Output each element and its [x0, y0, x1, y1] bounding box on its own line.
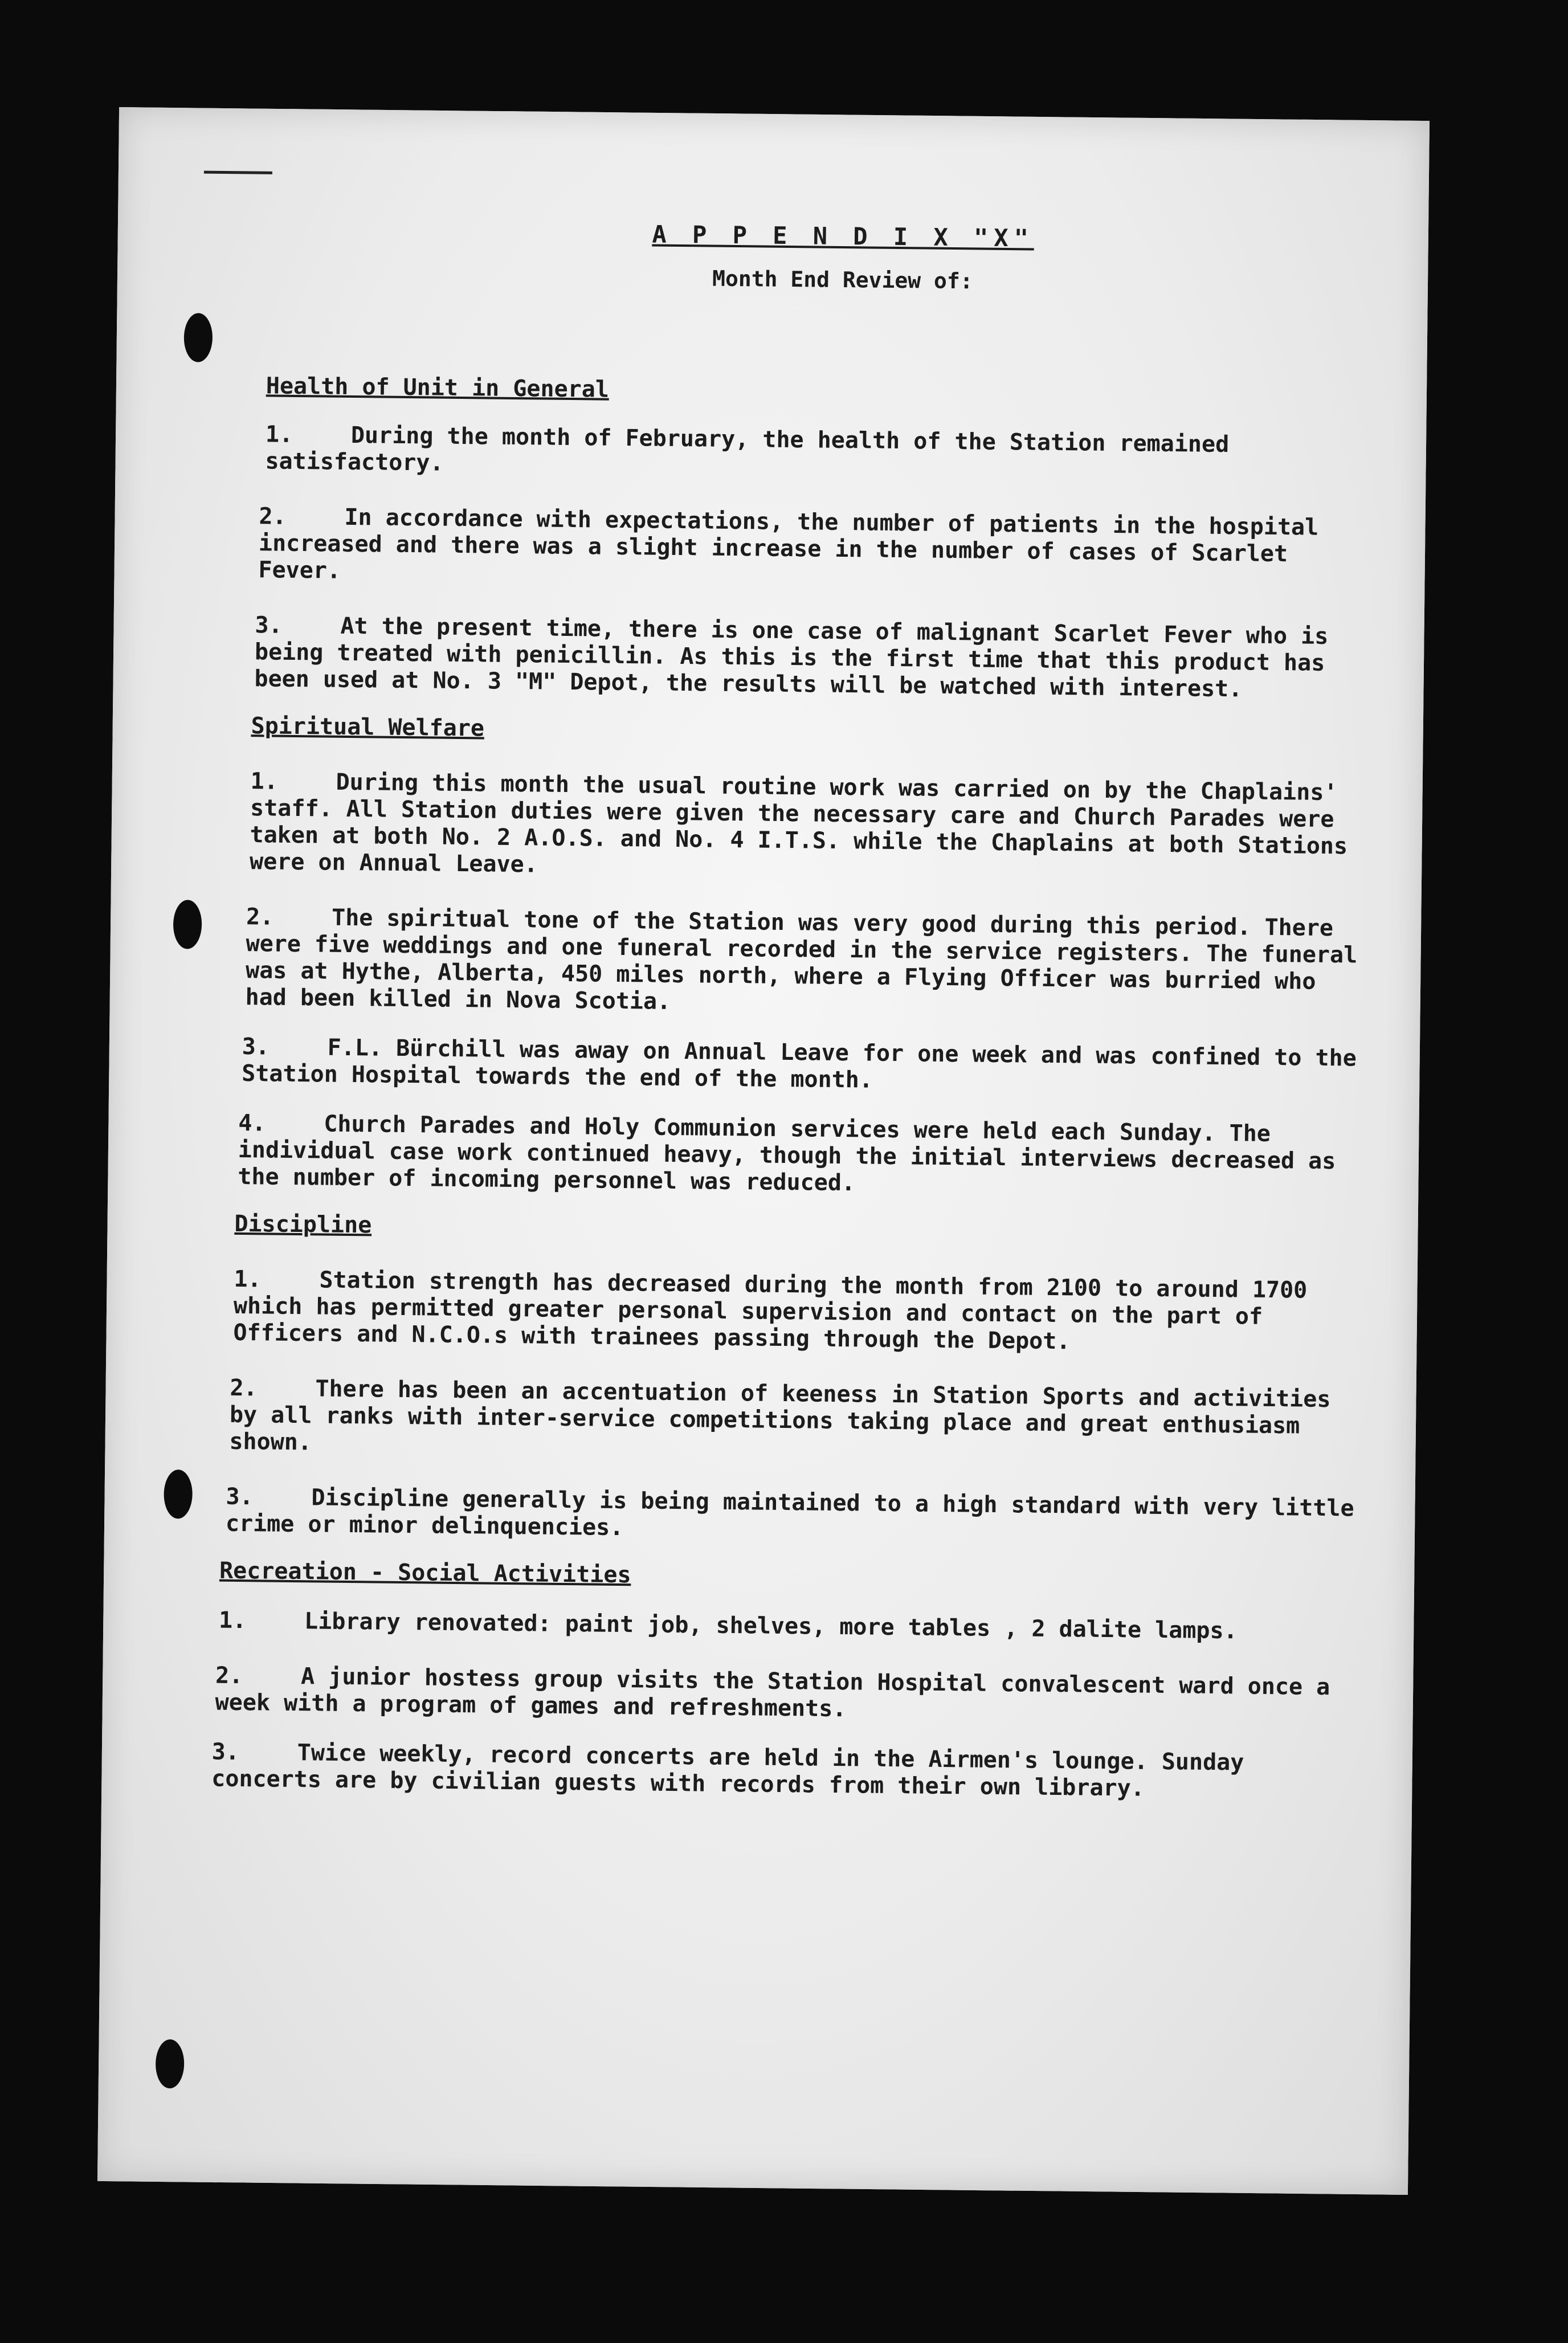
section-heading: Health of Unit in General: [266, 373, 610, 403]
paragraph-number: 2.: [230, 1374, 258, 1402]
paragraph: [219, 1607, 1358, 1646]
paragraph: [226, 1484, 1360, 1549]
paragraph-number: 2.: [215, 1662, 243, 1689]
section-health: [240, 373, 1371, 704]
punch-hole: [156, 2039, 185, 2089]
paragraph-text: During the month of February, the health of the Station remained satisfactory.: [265, 422, 1230, 476]
paragraph-number: 3.: [211, 1738, 240, 1766]
paragraph-text: Twice weekly, record concerts are held in the Airmen's lounge. Sunday concerts are by civilian guests with records from their own library.: [211, 1740, 1244, 1802]
section-heading: Discipline: [234, 1210, 372, 1239]
paragraph-text: Station strength has decreased during the month from 2100 to around 1700 which has permitted greater personal supervision and contact on the part of Officers and N.C.O.s with trainees passing through the Depot.: [233, 1267, 1308, 1355]
document-title: A P P E N D I X "X": [652, 220, 1035, 252]
paragraph: [238, 1110, 1363, 1202]
paragraph: [233, 1266, 1362, 1358]
section-spiritual-welfare: [235, 713, 1368, 1202]
paragraph-number: 1.: [265, 421, 293, 448]
document-subtitle: Month End Review of:: [712, 266, 973, 294]
punch-hole: [183, 313, 213, 362]
paragraph-text: Library renovated: paint job, shelves, more tables , 2 dalite lamps.: [304, 1608, 1238, 1644]
paragraph: [250, 768, 1367, 887]
paragraph-number: 3.: [255, 612, 283, 639]
typed-document: [211, 217, 1373, 1805]
paragraph: [229, 1375, 1361, 1467]
paragraph-text: Discipline generally is being maintained to a high standard with very little crime or minor delinquencies.: [225, 1484, 1354, 1541]
paragraph-number: 2.: [246, 904, 274, 930]
paragraph: [245, 904, 1366, 1023]
paragraph-text: The spiritual tone of the Station was very good during this period. There were five weddings and one funeral recorded in the service registers. The funeral was at Hythe, Alberta, 450 miles north, where a Flying Officer was burried who had been killed in Nova Scotia.: [245, 904, 1358, 1015]
section-recreation: [211, 1557, 1359, 1805]
paragraph-text: F.L. Bürchill was away on Annual Leave for one week and was confined to the Station Hospital towards the end of the month.: [242, 1034, 1357, 1093]
paragraph-number: 3.: [242, 1034, 270, 1060]
paragraph: [242, 1034, 1365, 1099]
punch-hole: [164, 1470, 193, 1519]
paragraph-text: In accordance with expectations, the number of patients in the hospital increased and there was a slight increase in the number of cases of Scarlet Fever.: [258, 504, 1319, 584]
paragraph: [258, 503, 1370, 595]
paragraph-text: Church Parades and Holy Communion services were held each Sunday. The individual case work continued heavy, though the initial interviews decreased as the number of incoming personnel was reduced.: [238, 1111, 1336, 1197]
pen-mark: [204, 171, 272, 174]
paragraph-number: 2.: [259, 503, 287, 530]
paragraph-number: 1.: [234, 1266, 262, 1293]
paragraph-number: 1.: [250, 768, 279, 795]
paragraph-number: 4.: [238, 1109, 266, 1137]
paragraph: [254, 612, 1369, 704]
paragraph: [215, 1663, 1358, 1728]
section-heading: Recreation - Social Activities: [219, 1557, 631, 1589]
title-block: [244, 217, 1373, 299]
punch-hole: [173, 900, 202, 949]
paragraph-text: During this month the usual routine work was carried on by the Chaplains' staff. All Station duties were given the necessary care and Church Parades were taken at both No. 2 A.O.S. and No. 4 I.T.S. while the Chaplains at both Stations were on Annual Leave.: [249, 769, 1348, 878]
section-heading: Spiritual Welfare: [251, 713, 485, 742]
paragraph-text: A junior hostess group visits the Station Hospital convalescent ward once a week with a program of games and refreshments.: [215, 1663, 1330, 1722]
section-discipline: [225, 1210, 1363, 1549]
paragraph-number: 3.: [226, 1483, 254, 1511]
paragraph: [265, 421, 1371, 486]
paragraph-text: At the present time, there is one case of malignant Scarlet Fever who is being treated with penicillin. As this is the first time that this product has been used at No. 3 "M" Depot, the results will be watched with interest.: [254, 613, 1329, 703]
paragraph-number: 1.: [218, 1607, 247, 1634]
paragraph-text: There has been an accentuation of keeness in Station Sports and activities by all ranks with inter-service competitions taking place and great enthusiasm shown.: [229, 1375, 1331, 1456]
